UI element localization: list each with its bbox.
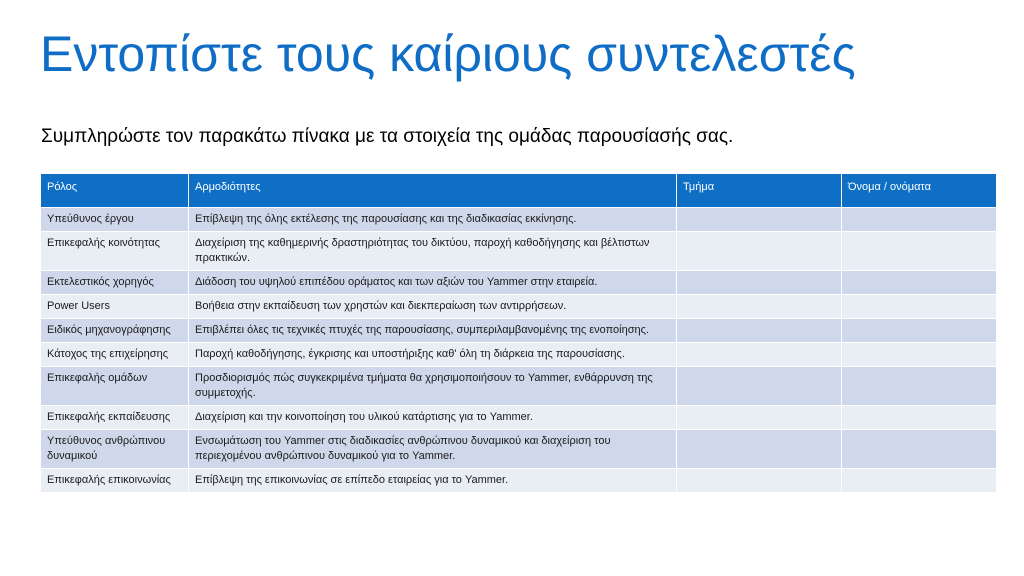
team-table <box>40 173 997 493</box>
cell-role: Επικεφαλής εκπαίδευσης <box>41 406 189 430</box>
cell-duties: Επίβλεψη της όλης εκτέλεσης της παρουσίασης και της διαδικασίας εκκίνησης. <box>189 208 677 232</box>
cell-duties: Βοήθεια στην εκπαίδευση των χρηστών και διεκπεραίωση των αντιρρήσεων. <box>189 295 677 319</box>
cell-department[interactable] <box>677 343 842 367</box>
cell-role: Επικεφαλής ομάδων <box>41 367 189 406</box>
cell-names[interactable] <box>842 319 997 343</box>
cell-department[interactable] <box>677 208 842 232</box>
cell-department[interactable] <box>677 430 842 469</box>
table-row <box>41 319 997 343</box>
table-row <box>41 343 997 367</box>
cell-names[interactable] <box>842 430 997 469</box>
table-row <box>41 406 997 430</box>
cell-duties: Διαχείριση της καθημερινής δραστηριότητας του δικτύου, παροχή καθοδήγησης και βέλτιστων πρακτικών. <box>189 232 677 271</box>
cell-names[interactable] <box>842 208 997 232</box>
cell-duties: Επιβλέπει όλες τις τεχνικές πτυχές της παρουσίασης, συμπεριλαμβανομένης της ενοποίησης. <box>189 319 677 343</box>
table-row <box>41 271 997 295</box>
cell-duties: Παροχή καθοδήγησης, έγκρισης και υποστήριξης καθ' όλη τη διάρκεια της παρουσίασης. <box>189 343 677 367</box>
cell-duties: Ενσωμάτωση του Yammer στις διαδικασίες ανθρώπινου δυναμικού και διαχείριση του περιεχομένου ανθρώπινου δυναμικού για το Yammer. <box>189 430 677 469</box>
cell-duties: Προσδιορισμός πώς συγκεκριμένα τμήματα θα χρησιμοποιήσουν το Yammer, ενθάρρυνση της συμμετοχής. <box>189 367 677 406</box>
cell-names[interactable] <box>842 367 997 406</box>
cell-names[interactable] <box>842 406 997 430</box>
cell-department[interactable] <box>677 319 842 343</box>
cell-duties: Διαχείριση και την κοινοποίηση του υλικού κατάρτισης για το Yammer. <box>189 406 677 430</box>
cell-department[interactable] <box>677 295 842 319</box>
cell-names[interactable] <box>842 343 997 367</box>
table-row <box>41 232 997 271</box>
cell-role: Υπεύθυνος ανθρώπινου δυναμικού <box>41 430 189 469</box>
cell-duties: Επίβλεψη της επικοινωνίας σε επίπεδο εταιρείας για το Yammer. <box>189 469 677 493</box>
table-row <box>41 469 997 493</box>
cell-department[interactable] <box>677 367 842 406</box>
header-role: Ρόλος <box>41 174 189 208</box>
table-row <box>41 208 997 232</box>
cell-role: Υπεύθυνος έργου <box>41 208 189 232</box>
table-row <box>41 367 997 406</box>
cell-role: Power Users <box>41 295 189 319</box>
cell-names[interactable] <box>842 232 997 271</box>
cell-role: Εκτελεστικός χορηγός <box>41 271 189 295</box>
cell-names[interactable] <box>842 295 997 319</box>
table-header-row <box>41 174 997 208</box>
page-title: Εντοπίστε τους καίριους συντελεστές <box>40 26 856 82</box>
cell-department[interactable] <box>677 406 842 430</box>
cell-role: Κάτοχος της επιχείρησης <box>41 343 189 367</box>
header-department: Τμήμα <box>677 174 842 208</box>
cell-duties: Διάδοση του υψηλού επιπέδου οράματος και των αξιών του Yammer στην εταιρεία. <box>189 271 677 295</box>
cell-role: Επικεφαλής κοινότητας <box>41 232 189 271</box>
cell-role: Ειδικός μηχανογράφησης <box>41 319 189 343</box>
cell-department[interactable] <box>677 271 842 295</box>
cell-department[interactable] <box>677 469 842 493</box>
table-row <box>41 295 997 319</box>
cell-role: Επικεφαλής επικοινωνίας <box>41 469 189 493</box>
page-subtitle: Συμπληρώστε τον παρακάτω πίνακα με τα στοιχεία της ομάδας παρουσίασής σας. <box>41 126 734 147</box>
cell-names[interactable] <box>842 271 997 295</box>
header-duties: Αρμοδιότητες <box>189 174 677 208</box>
cell-department[interactable] <box>677 232 842 271</box>
cell-names[interactable] <box>842 469 997 493</box>
header-names: Όνομα / ονόματα <box>842 174 997 208</box>
table-row <box>41 430 997 469</box>
